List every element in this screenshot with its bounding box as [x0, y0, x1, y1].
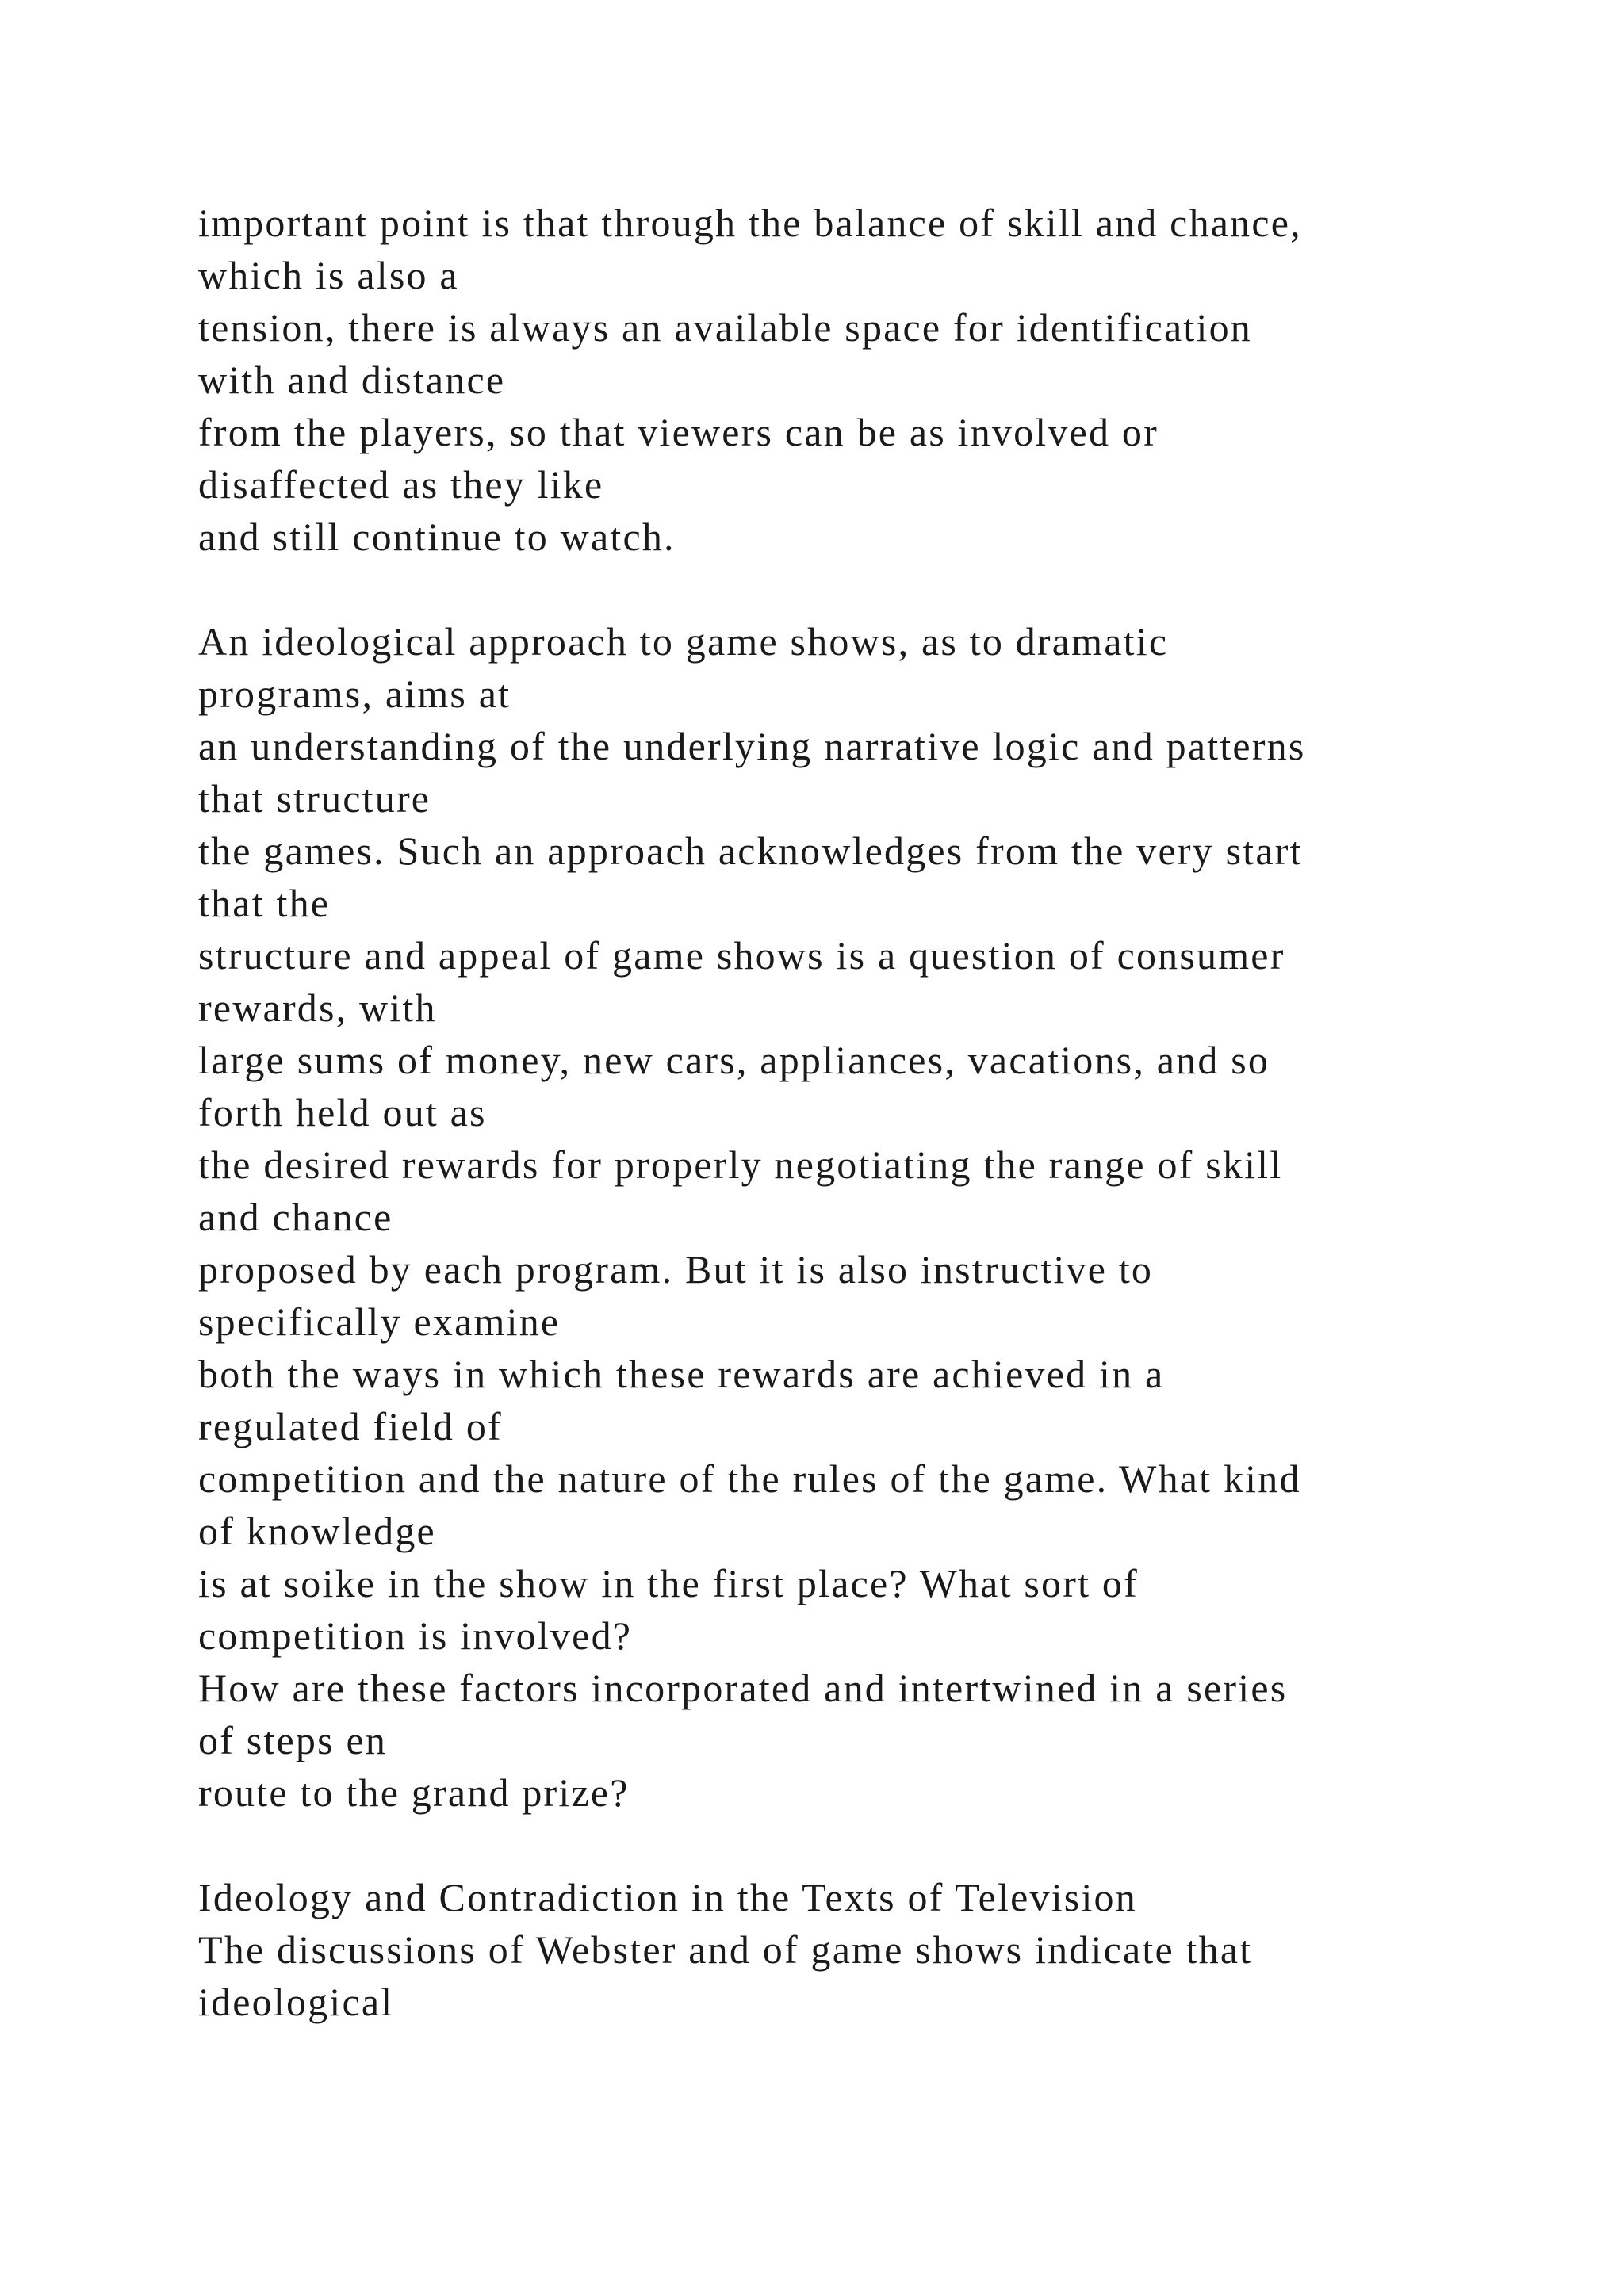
text-line: An ideological approach to game shows, as to dramatic [198, 619, 1169, 664]
text-line: proposed by each program. But it is also instructive to [198, 1247, 1154, 1292]
text-line: The discussions of Webster and of game shows indicate that [198, 1927, 1253, 1972]
text-line: the desired rewards for properly negotiating the range of skill [198, 1142, 1283, 1187]
text-line: tension, there is always an available space for identification [198, 305, 1253, 350]
text-line: with and distance [198, 358, 506, 402]
paragraph-spacer [198, 1819, 1546, 1871]
text-line: competition is involved? [198, 1613, 633, 1658]
text-line: and still continue to watch. [198, 515, 676, 559]
text-line: ideological [198, 1980, 394, 2024]
section-heading: Ideology and Contradiction in the Texts of Television [198, 1875, 1137, 1919]
text-line: from the players, so that viewers can be as involved or [198, 410, 1159, 454]
text-line: of steps en [198, 1718, 388, 1762]
paragraph-3 [198, 1871, 1546, 2028]
text-line: that structure [198, 776, 431, 821]
paragraph-spacer [198, 563, 1546, 615]
text-line: important point is that through the balance of skill and chance, [198, 201, 1302, 245]
paragraph-2 [198, 615, 1546, 1819]
text-line: forth held out as [198, 1090, 487, 1135]
text-line: of knowledge [198, 1509, 436, 1553]
text-line: How are these factors incorporated and intertwined in a series [198, 1666, 1288, 1710]
document-body [198, 197, 1546, 2028]
text-line: regulated field of [198, 1404, 503, 1448]
text-line: programs, aims at [198, 672, 511, 716]
text-line: which is also a [198, 253, 459, 297]
text-line: large sums of money, new cars, appliances, vacations, and so [198, 1038, 1270, 1082]
text-line: is at soike in the show in the first place? What sort of [198, 1561, 1139, 1605]
text-line: structure and appeal of game shows is a question of consumer [198, 933, 1285, 978]
text-line: competition and the nature of the rules of the game. What kind [198, 1456, 1301, 1501]
text-line: specifically examine [198, 1299, 561, 1344]
text-line: an understanding of the underlying narrative logic and patterns [198, 724, 1306, 768]
text-line: that the [198, 881, 331, 925]
text-line: disaffected as they like [198, 462, 604, 507]
text-line: and chance [198, 1195, 393, 1239]
text-line: route to the grand prize? [198, 1770, 630, 1815]
paragraph-1 [198, 197, 1546, 563]
text-line: the games. Such an approach acknowledges from the very start [198, 828, 1303, 873]
text-line: rewards, with [198, 985, 437, 1030]
text-line: both the ways in which these rewards are achieved in a [198, 1352, 1165, 1396]
